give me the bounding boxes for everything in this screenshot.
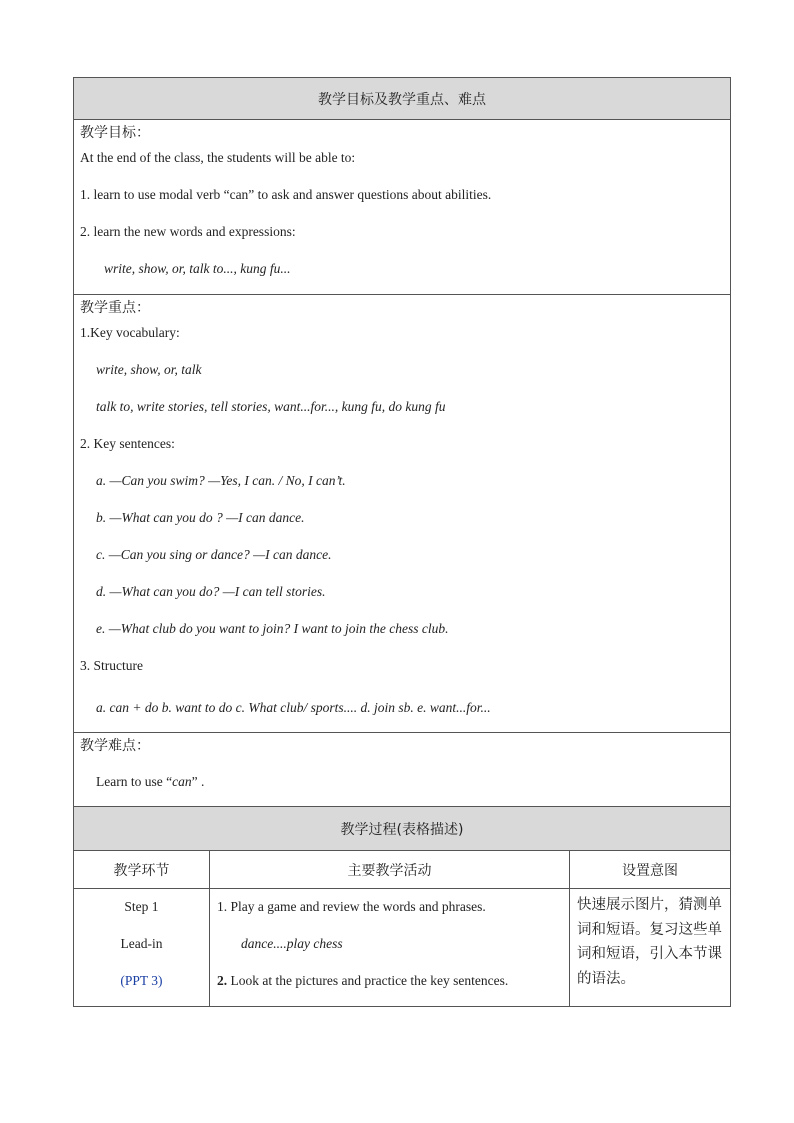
sentences-label: 2. Key sentences: — [80, 436, 175, 451]
vocab-line: talk to, write stories, tell stories, want...for..., kung fu, do kung fu — [96, 399, 446, 414]
objectives-line: 2. learn the new words and expressions: — [80, 224, 296, 239]
difficulties-section — [74, 733, 731, 807]
difficulties-line — [80, 759, 724, 796]
step-cell — [74, 889, 210, 1007]
process-header-text: 教学过程(表格描述) — [340, 821, 464, 838]
difficulties-suffix: ” . — [191, 774, 205, 789]
purpose-text: 快速展示图片，猜测单词和短语。复习这些单词和短语，引入本节课的语法。 — [577, 897, 722, 987]
step-ppt: (PPT 3) — [120, 973, 163, 988]
process-header — [74, 807, 731, 851]
difficulties-heading: 教学难点： — [80, 738, 150, 754]
vocab-label: 1.Key vocabulary: — [80, 325, 180, 340]
activity-number: 2. — [217, 973, 228, 988]
key-points-heading: 教学重点： — [80, 300, 150, 316]
goals-header — [74, 78, 731, 120]
objectives-words: write, show, or, talk to..., kung fu... — [104, 261, 291, 276]
column-header-purpose: 设置意图 — [570, 851, 731, 889]
goals-header-text: 教学目标及教学重点、难点 — [318, 91, 486, 108]
lesson-plan-page — [73, 77, 730, 1007]
key-sentence: d. —What can you do? —I can tell stories. — [96, 584, 326, 599]
objectives-section — [74, 120, 731, 295]
structure-line: a. can + do b. want to do c. What club/ sports.... d. join sb. e. want...for... — [96, 700, 491, 715]
key-points-section — [74, 295, 731, 733]
step-stage: Lead-in — [120, 936, 163, 951]
key-sentence: b. —What can you do ? —I can dance. — [96, 510, 305, 525]
structure-label: 3. Structure — [80, 658, 143, 673]
key-sentence: a. —Can you swim? —Yes, I can. / No, I can’t. — [96, 473, 346, 488]
key-sentence: c. —Can you sing or dance? —I can dance. — [96, 547, 332, 562]
activity-line — [217, 969, 563, 1006]
activity-sub-line: dance....play chess — [241, 936, 343, 951]
lesson-plan-table — [73, 77, 731, 1007]
key-sentence: e. —What club do you want to join? I want to join the chess club. — [96, 621, 449, 636]
objectives-heading: 教学目标： — [80, 125, 150, 141]
difficulties-word: can — [172, 774, 192, 789]
activity-text: Look at the pictures and practice the key sentences. — [227, 973, 509, 988]
activity-line: 1. Play a game and review the words and phrases. — [217, 899, 486, 914]
column-header-stage: 教学环节 — [74, 851, 210, 889]
column-header-activity: 主要教学活动 — [210, 851, 570, 889]
objectives-line: At the end of the class, the students will be able to: — [80, 150, 356, 165]
vocab-line: write, show, or, talk — [96, 362, 202, 377]
difficulties-prefix: Learn to use “ — [96, 774, 173, 789]
step-number: Step 1 — [124, 899, 159, 914]
objectives-line: 1. learn to use modal verb “can” to ask and answer questions about abilities. — [80, 187, 492, 202]
activity-cell — [210, 889, 570, 1007]
purpose-cell — [570, 889, 731, 1007]
